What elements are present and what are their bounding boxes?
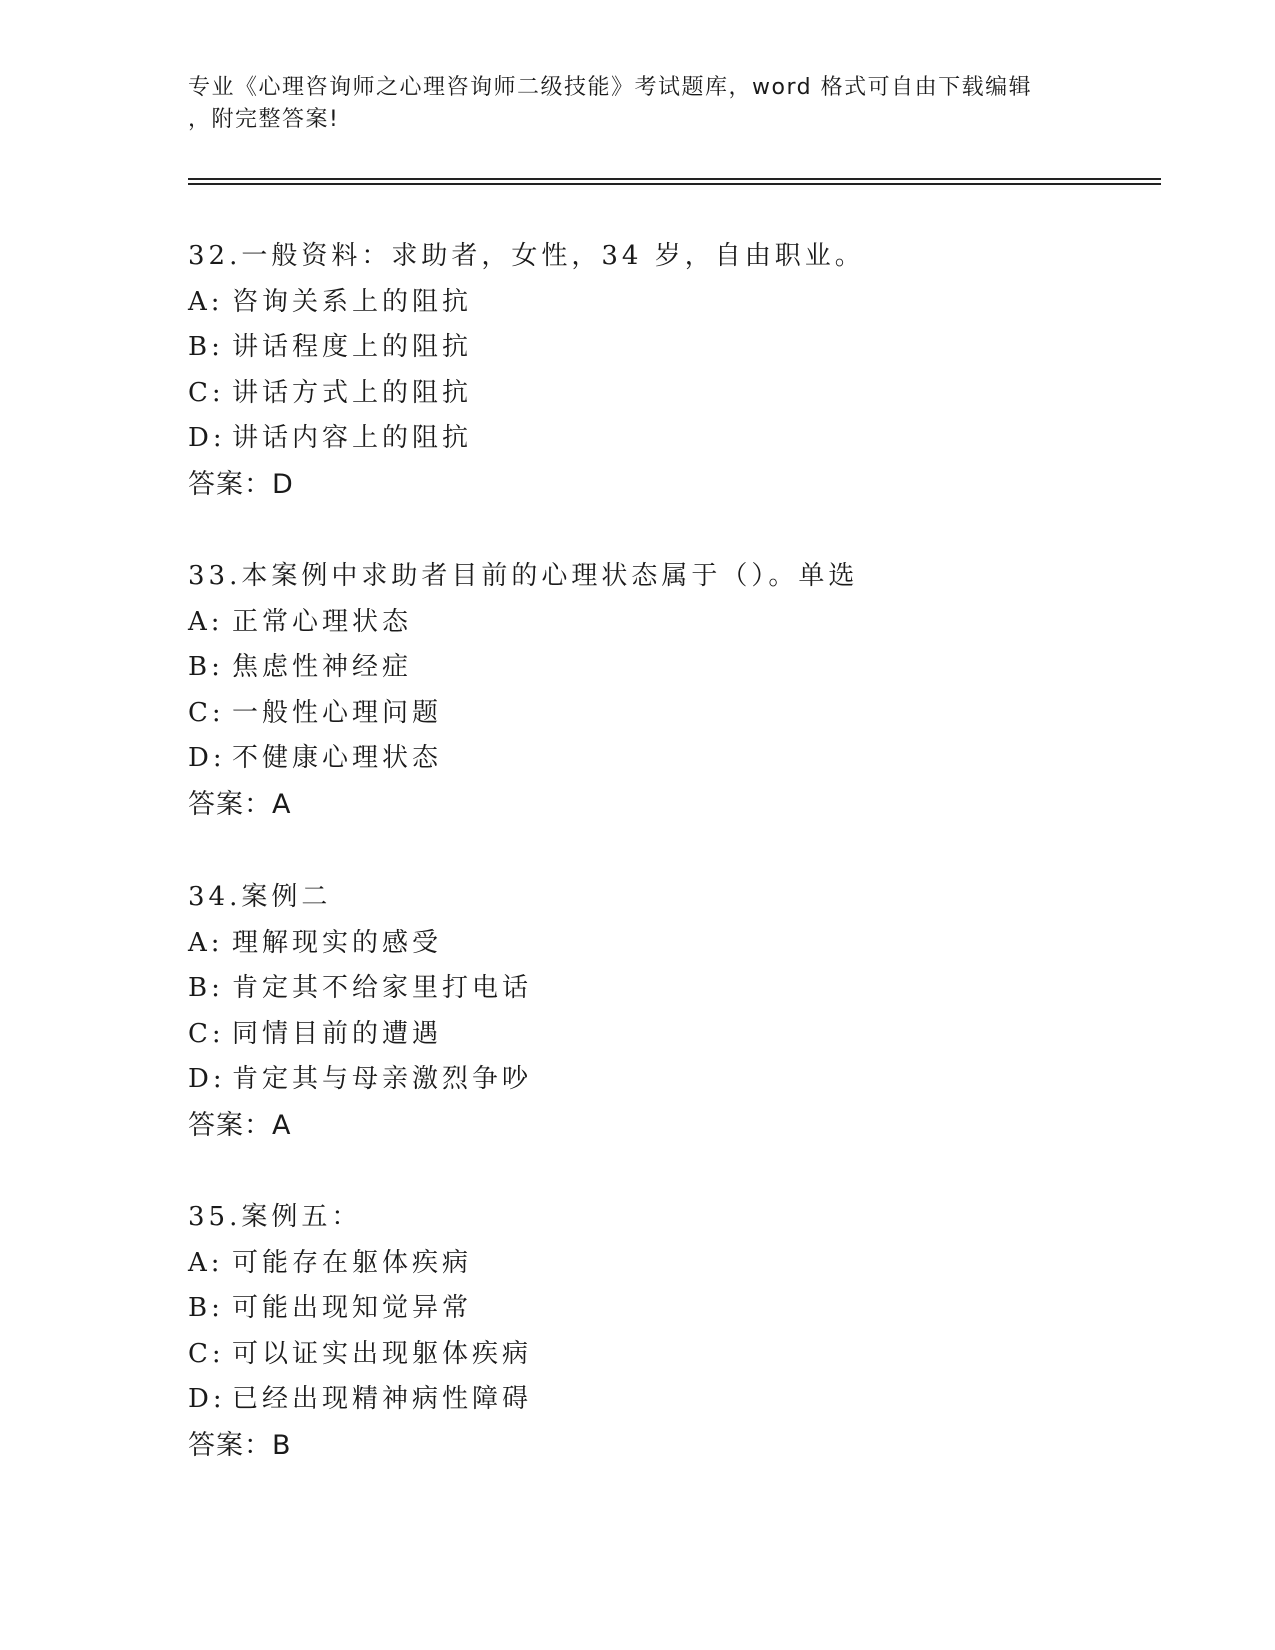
question-stem: 33.本案例中求助者目前的心理状态属于（）。单选	[188, 561, 859, 591]
option-b	[188, 1286, 1138, 1332]
option-text: 可能出现知觉异常	[232, 1293, 473, 1323]
question-stem: 35.案例五：	[188, 1202, 362, 1232]
question-block	[188, 875, 1138, 1148]
option-text: 理解现实的感受	[232, 927, 443, 958]
option-label: A:	[188, 286, 224, 317]
option-label: C:	[188, 377, 225, 408]
option-text: 焦虑性神经症	[232, 652, 413, 682]
option-d	[188, 1057, 1138, 1103]
option-d	[188, 1377, 1138, 1423]
option-a	[188, 280, 1138, 326]
option-label: A:	[188, 927, 224, 958]
option-a	[188, 600, 1138, 646]
option-label: B:	[188, 332, 224, 362]
header-divider-top	[188, 178, 1161, 180]
option-text: 正常心理状态	[232, 606, 413, 637]
option-text: 肯定其与母亲激烈争吵	[232, 1064, 533, 1094]
option-c	[188, 691, 1138, 737]
option-text: 不健康心理状态	[232, 743, 443, 773]
option-d	[188, 416, 1138, 462]
option-b	[188, 645, 1138, 691]
answer-line: 答案：D	[188, 468, 294, 500]
option-label: B:	[188, 652, 224, 682]
answer-line: 答案：B	[188, 1429, 292, 1461]
option-label: B:	[188, 973, 224, 1003]
option-text: 可以证实出现躯体疾病	[232, 1338, 533, 1369]
option-a	[188, 1241, 1138, 1287]
header-line-2: ，附完整答案!	[188, 107, 340, 132]
option-text: 可能存在躯体疾病	[232, 1247, 473, 1278]
option-text: 讲话内容上的阻抗	[232, 423, 473, 453]
option-c	[188, 371, 1138, 417]
option-label: A:	[188, 1247, 224, 1278]
option-text: 讲话程度上的阻抗	[232, 332, 473, 362]
question-block	[188, 1195, 1138, 1468]
question-stem: 32.一般资料：求助者，女性，34 岁，自由职业。	[188, 241, 865, 271]
option-b	[188, 325, 1138, 371]
answer-line: 答案：A	[188, 788, 292, 820]
option-label: D:	[188, 1384, 226, 1414]
option-a	[188, 921, 1138, 967]
option-b	[188, 966, 1138, 1012]
header-line-1: 专业《心理咨询师之心理咨询师二级技能》考试题库，word 格式可自由下载编辑	[188, 75, 1033, 100]
option-c	[188, 1012, 1138, 1058]
option-text: 咨询关系上的阻抗	[232, 286, 473, 317]
option-text: 已经出现精神病性障碍	[232, 1384, 533, 1414]
option-text: 讲话方式上的阻抗	[232, 377, 473, 408]
option-text: 肯定其不给家里打电话	[232, 973, 533, 1003]
option-text: 一般性心理问题	[232, 697, 443, 728]
answer-line: 答案：A	[188, 1109, 292, 1141]
option-label: A:	[188, 606, 224, 637]
option-label: D:	[188, 1064, 226, 1094]
option-label: C:	[188, 697, 225, 728]
option-label: D:	[188, 423, 226, 453]
question-block	[188, 234, 1138, 507]
option-label: C:	[188, 1338, 225, 1369]
option-c	[188, 1332, 1138, 1378]
question-stem: 34.案例二	[188, 882, 332, 912]
option-label: B:	[188, 1293, 224, 1323]
header-divider-bottom	[188, 183, 1161, 185]
option-label: D:	[188, 743, 226, 773]
option-label: C:	[188, 1018, 225, 1049]
document-header	[188, 72, 1088, 136]
question-block	[188, 554, 1138, 827]
option-d	[188, 736, 1138, 782]
option-text: 同情目前的遭遇	[232, 1018, 443, 1049]
